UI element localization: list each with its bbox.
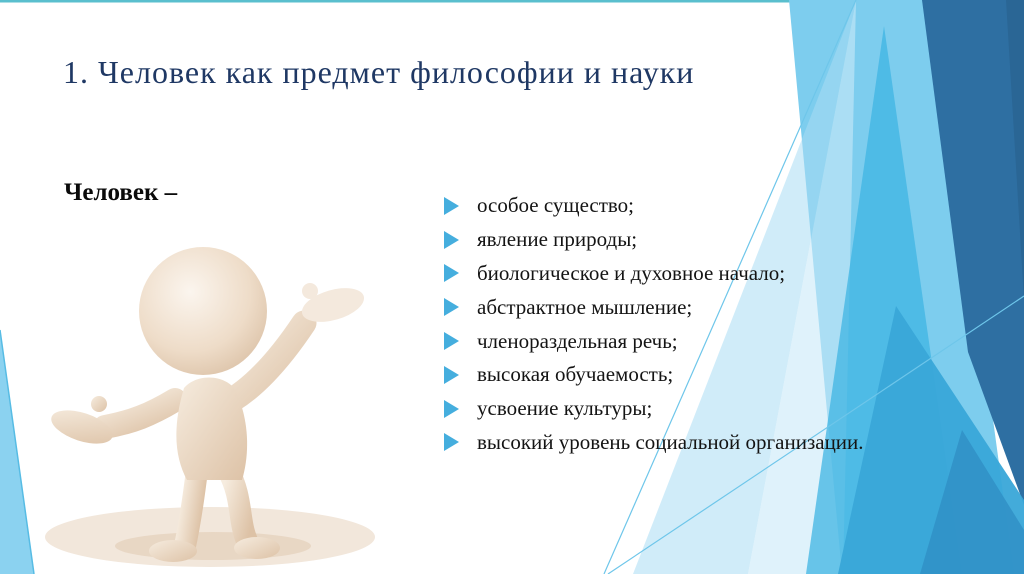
figure-head bbox=[139, 247, 267, 375]
bullet-triangle-icon bbox=[444, 332, 459, 350]
bullet-triangle-icon bbox=[444, 264, 459, 282]
bullet-item bbox=[444, 290, 864, 324]
bullet-item bbox=[444, 426, 864, 460]
bullet-item bbox=[444, 324, 864, 358]
bullet-triangle-icon bbox=[444, 433, 459, 451]
bullet-text: абстрактное мышление; bbox=[477, 294, 693, 319]
bullet-triangle-icon bbox=[444, 197, 459, 215]
bullet-text: высокий уровень социальной организации. bbox=[477, 429, 864, 454]
bullet-triangle-icon bbox=[444, 231, 459, 249]
bullet-text: усвоение культуры; bbox=[477, 396, 653, 421]
bullet-text: членораздельная речь; bbox=[477, 328, 678, 353]
lead-label: Человек – bbox=[64, 179, 178, 206]
bullet-text: биологическое и духовное начало; bbox=[477, 260, 786, 285]
bullet-triangle-icon bbox=[444, 366, 459, 384]
bullet-item bbox=[444, 223, 864, 257]
bullet-list bbox=[444, 189, 864, 459]
bullet-triangle-icon bbox=[444, 298, 459, 316]
page-title: 1. Человек как предмет философии и науки bbox=[63, 54, 695, 90]
bullet-item bbox=[444, 189, 864, 223]
bullet-item bbox=[444, 257, 864, 291]
bullet-text: высокая обучаемость; bbox=[477, 362, 674, 387]
bullet-text: особое существо; bbox=[477, 193, 635, 218]
bullet-item bbox=[444, 392, 864, 426]
bullet-item bbox=[444, 358, 864, 392]
bullet-text: явление природы; bbox=[477, 227, 638, 252]
bullet-triangle-icon bbox=[444, 400, 459, 418]
